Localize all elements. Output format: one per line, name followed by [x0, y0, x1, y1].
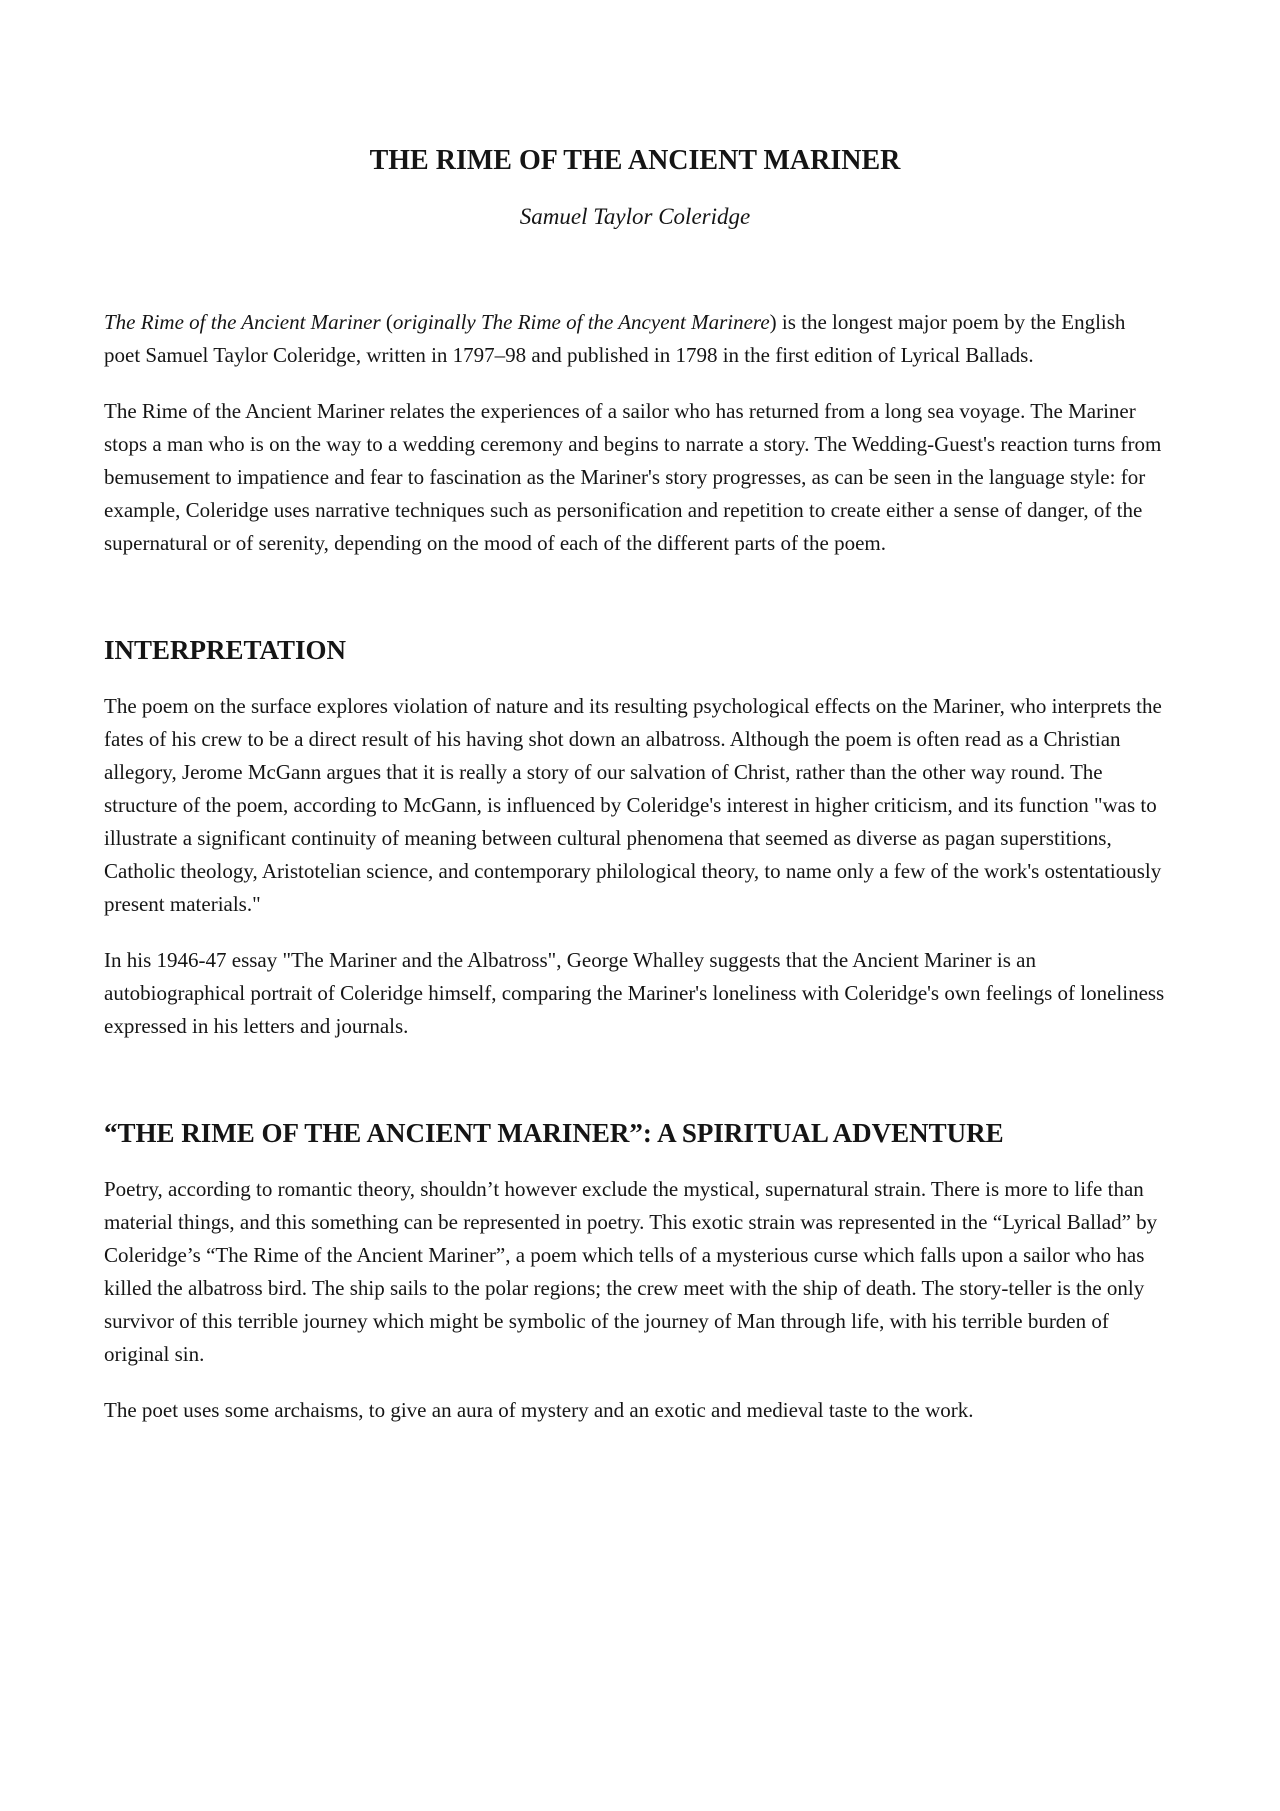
body-paragraph: [104, 690, 1166, 921]
document-author: Samuel Taylor Coleridge: [519, 204, 751, 229]
text-run: (: [380, 310, 393, 334]
text-run: INTERPRETATION: [104, 635, 347, 665]
text-run: “THE RIME OF THE ANCIENT MARINER”: A SPIRITUAL ADVENTURE: [104, 1118, 1004, 1148]
document-body: [104, 306, 1166, 1427]
italic-text-run: The Rime of the Ancient Mariner: [104, 310, 381, 334]
text-run: In his 1946-47 essay "The Mariner and the Albatross", George Whalley suggests that the Ancient Mariner is an autobiographical portrait of Coleridge himself, comparing the Mariner's loneliness with Coleridge's own feelings of loneliness expressed in his letters and journals.: [104, 948, 1165, 1038]
text-run: The Rime of the Ancient Mariner relates the experiences of a sailor who has returned from a long sea voyage. The Mariner stops a man who is on the way to a wedding ceremony and begins to narrate a story. The Wedding-Guest's reaction turns from bemusement to impatience and fear to fascination as the Mariner's story progresses, as can be seen in the language style: for example, Coleridge uses narrative techniques such as personification and repetition to create either a sense of danger, of the supernatural or of serenity, depending on the mood of each of the different parts of the poem.: [104, 399, 1162, 555]
italic-text-run: originally The Rime of the Ancyent Marinere: [392, 310, 770, 334]
body-paragraph: [104, 1394, 1166, 1427]
text-run: The poet uses some archaisms, to give an aura of mystery and an exotic and medieval taste to the work.: [104, 1398, 974, 1422]
section-heading: [104, 632, 1166, 668]
body-paragraph: [104, 944, 1166, 1043]
text-run: ) is the longest major poem by the English poet Samuel Taylor Coleridge, written in 1797–98 and published in 1798 in the first edition of Lyrical Ballads.: [104, 310, 1126, 367]
body-paragraph: [104, 1173, 1166, 1371]
section-heading: [104, 1115, 1166, 1151]
body-paragraph: [104, 306, 1166, 372]
body-paragraph: [104, 395, 1166, 560]
text-run: The poem on the surface explores violation of nature and its resulting psychological effects on the Mariner, who interprets the fates of his crew to be a direct result of his having shot down an albatross. Although the poem is often read as a Christian allegory, Jerome McGann argues that it is really a story of our salvation of Christ, rather than the other way round. The structure of the poem, according to McGann, is influenced by Coleridge's interest in higher criticism, and its function "was to illustrate a significant continuity of meaning between cultural phenomena that seemed as diverse as pagan superstitions, Catholic theology, Aristotelian science, and contemporary philological theory, to name only a few of the work's ostentatiously present materials.": [104, 694, 1162, 916]
text-run: Poetry, according to romantic theory, shouldn’t however exclude the mystical, supernatural strain. There is more to life than material things, and this something can be represented in poetry. This exotic strain was represented in the “Lyrical Ballad” by Coleridge’s “The Rime of the Ancient Mariner”, a poem which tells of a mysterious curse which falls upon a sailor who has killed the albatross bird. The ship sails to the polar regions; the crew meet with the ship of death. The story-teller is the only survivor of this terrible journey which might be symbolic of the journey of Man through life, with his terrible burden of original sin.: [104, 1177, 1158, 1366]
document-title: THE RIME OF THE ANCIENT MARINER: [369, 145, 901, 176]
